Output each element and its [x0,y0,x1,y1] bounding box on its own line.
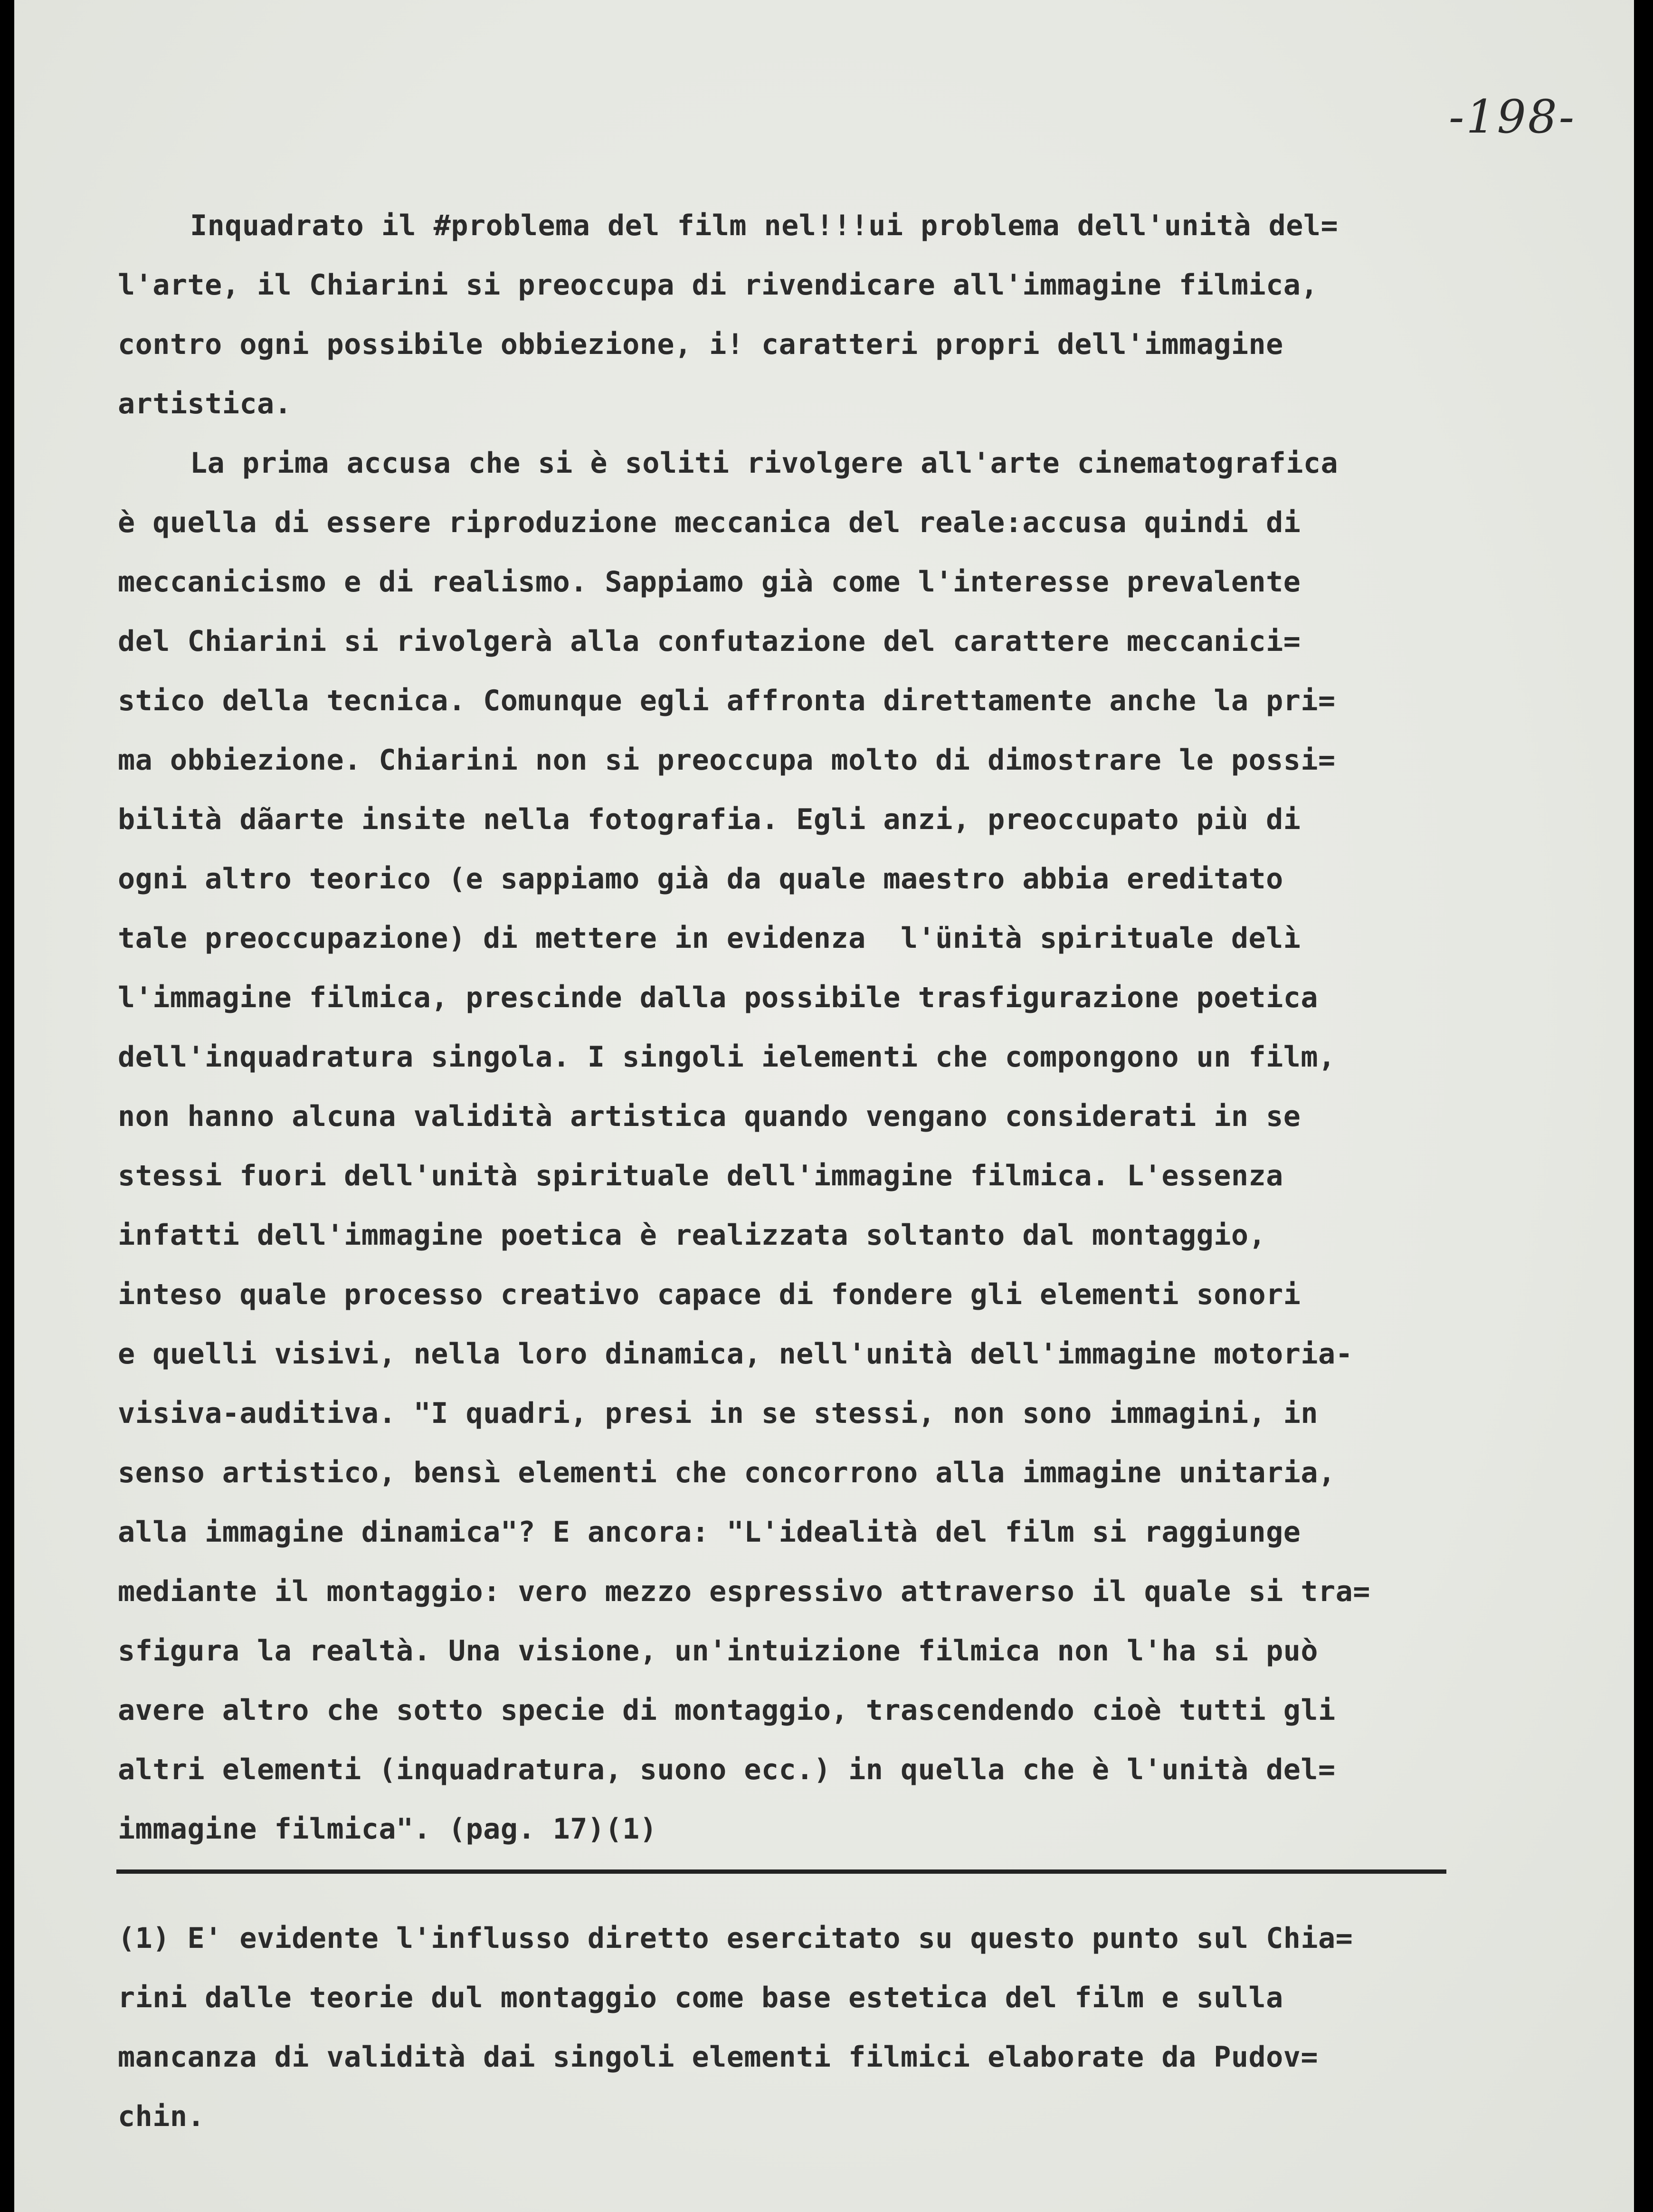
body-line: immagine filmica". (pag. 17)(1) [118,1812,657,1846]
body-line: La prima accusa che si è soliti rivolgere all'arte cinematografica [190,447,1339,480]
body-line: ma obbiezione. Chiarini non si preoccupa molto di dimostrare le possi= [118,744,1336,777]
body-line: è quella di essere riproduzione meccanica del reale:accusa quindi di [118,506,1301,539]
footnote-line: (1) E' evidente l'influsso diretto esercitato su questo punto sul Chia= [118,1922,1353,1955]
body-line: l'arte, il Chiarini si preoccupa di rivendicare all'immagine filmica, [118,268,1318,302]
footnote-line: rini dalle teorie dul montaggio come base estetica del film e sulla [118,1981,1283,2014]
body-line: mediante il montaggio: vero mezzo espressivo attraverso il quale si tra= [118,1575,1370,1608]
body-line: sfigura la realtà. Una visione, un'intuizione filmica non l'ha si può [118,1634,1318,1668]
footnote-line: mancanza di validità dai singoli elementi filmici elaborate da Pudov= [118,2040,1318,2074]
body-line: visiva-auditiva. "I quadri, presi in se stessi, non sono immagini, in [118,1397,1318,1430]
body-line: stessi fuori dell'unità spirituale dell'immagine filmica. L'essenza [118,1159,1283,1192]
typewritten-page [14,0,1634,2212]
body-line: e quelli visivi, nella loro dinamica, nell'unità dell'immagine motoria- [118,1337,1353,1371]
body-line: Inquadrato il #problema del film nel!!!ui problema dell'unità del= [190,209,1339,242]
body-line: ogni altro teorico (e sappiamo già da quale maestro abbia ereditato [118,862,1283,896]
body-line: tale preoccupazione) di mettere in evidenza l'ünità spirituale delì [118,922,1301,955]
footnote-line: chin. [118,2100,205,2133]
page-number: -198- [1449,90,1577,143]
footnote-separator [116,1869,1446,1874]
body-line: infatti dell'immagine poetica è realizzata soltanto dal montaggio, [118,1219,1266,1252]
body-line: senso artistico, bensì elementi che concorrono alla immagine unitaria, [118,1456,1336,1489]
body-line: dell'inquadratura singola. I singoli ielementi che compongono un film, [118,1040,1336,1074]
body-line: non hanno alcuna validità artistica quando vengano considerati in se [118,1100,1301,1133]
body-line: stico della tecnica. Comunque egli affronta direttamente anche la pri= [118,684,1336,717]
body-line: inteso quale processo creativo capace di fondere gli elementi sonori [118,1278,1301,1311]
body-line: del Chiarini si rivolgerà alla confutazione del carattere meccanici= [118,625,1301,658]
body-line: l'immagine filmica, prescinde dalla possibile trasfigurazione poetica [118,981,1318,1014]
body-line: bilità dãarte insite nella fotografia. Egli anzi, preoccupato più di [118,803,1301,836]
body-line: avere altro che sotto specie di montaggio, trascendendo cioè tutti gli [118,1694,1336,1727]
body-line: alla immagine dinamica"? E ancora: "L'idealità del film si raggiunge [118,1516,1301,1549]
body-line: meccanicismo e di realismo. Sappiamo già come l'interesse prevalente [118,565,1301,599]
body-line: artistica. [118,387,292,420]
body-line: contro ogni possibile obbiezione, i! caratteri propri dell'immagine [118,328,1283,361]
body-line: altri elementi (inquadratura, suono ecc.) in quella che è l'unità del= [118,1753,1336,1786]
